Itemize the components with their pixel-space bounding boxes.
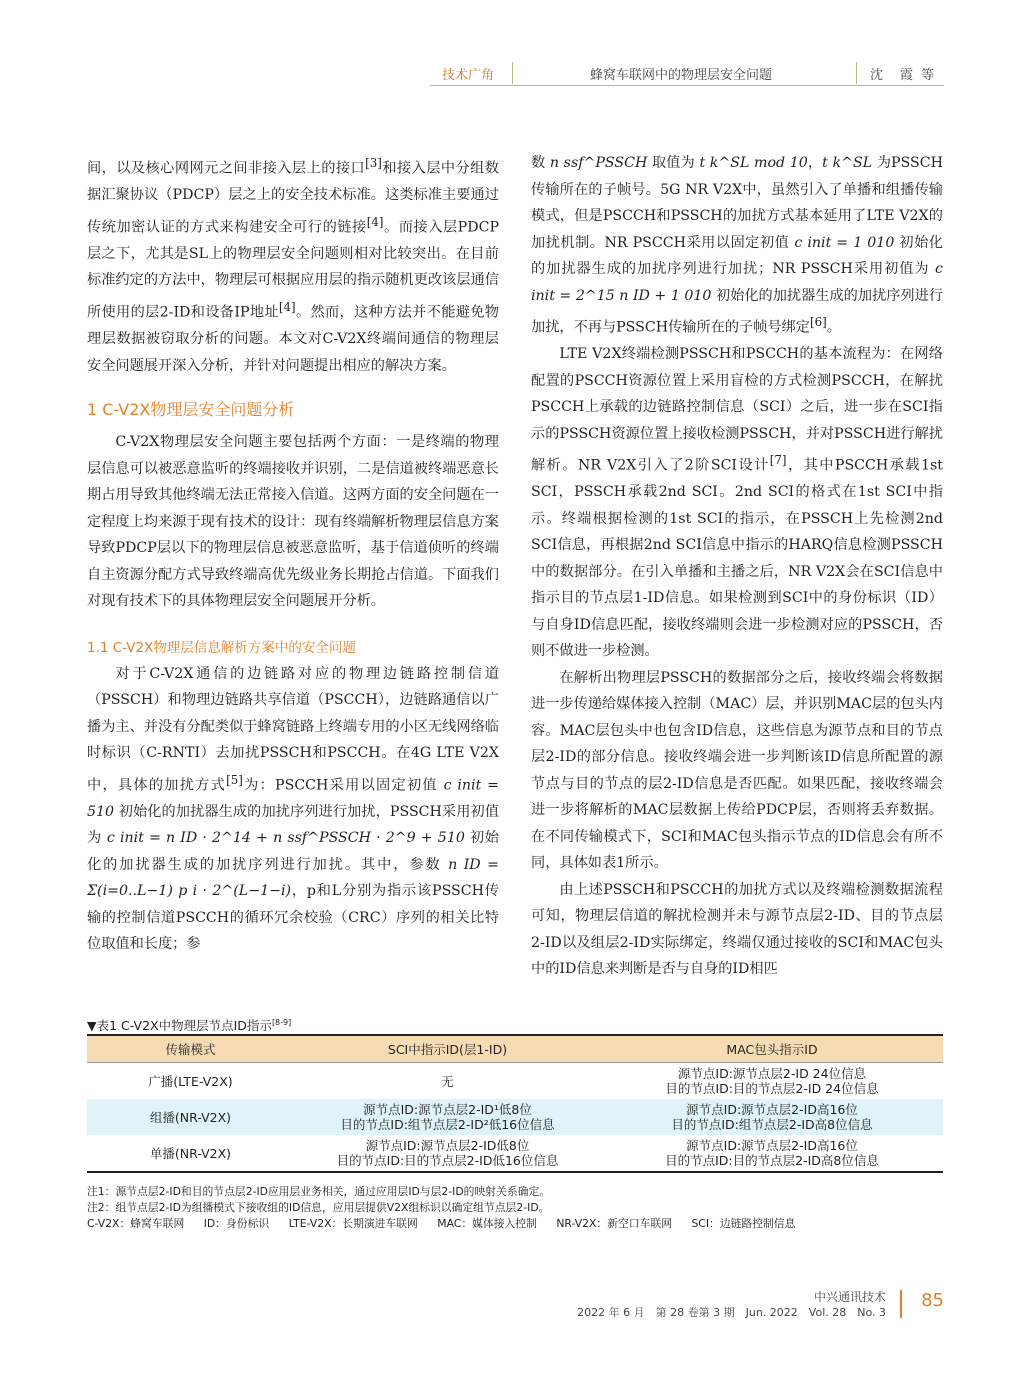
equation: t k^SL [822, 155, 873, 171]
mode-cell: 单播(NR-V2X) [87, 1135, 294, 1172]
equation: c init = 2^15 n ID + 1 010 [531, 261, 943, 304]
summary-paragraph: 由上述PSSCH和PSCCH的加扰方式以及终端检测数据流程可知，物理层信道的解扰检测并未与源节点层2-ID、目的节点层2-ID以及组层2-ID实际绑定，终端仅通过接收的SCI和MAC包头中的ID信息来判断是否与自身的ID相匹 [531, 881, 943, 978]
column-header: MAC包头指示ID [601, 1035, 943, 1063]
mode-cell: 组播(NR-V2X) [87, 1099, 294, 1135]
abbreviation: MAC：媒体接入控制 [437, 1217, 537, 1230]
table-header-row [87, 1035, 943, 1063]
section-heading: 1 C-V2X物理层安全问题分析 [87, 400, 295, 420]
running-header [430, 60, 944, 86]
abbreviation: SCI：边链路控制信息 [691, 1217, 796, 1230]
page-number: 85 [921, 1290, 944, 1311]
header-divider [512, 62, 513, 84]
table-notes [87, 1184, 811, 1232]
issue-info: 2022 年 6 月 第 28 卷第 3 期 Jun. 2022 Vol. 28 No. 3 [577, 1306, 886, 1319]
citation[interactable]: [5] [226, 772, 243, 787]
citation[interactable]: [4] [278, 299, 296, 314]
citation[interactable]: [4] [366, 214, 384, 229]
mac-cell: 源节点ID:源节点层2-ID高16位 目的节点ID:组节点层2-ID高8位信息 [601, 1099, 943, 1135]
subsection-paragraph: 对于C-V2X通信的边链路对应的物理边链路控制信道（PSSCH）和物理边链路共享信道（PSCCH），边链路通信以广播为主、并没有分配类似于蜂窝链路上终端专用的小区无线网络临时标识（C-RNTI）去加扰PSSCH和PSCCH。在4G LTE V2X中，具体的加扰方式[5]为：PSCCH采用以固定初值 c init = 510 初始化的加扰器生成的加扰序列进行加扰，PSSCH采用初值为 c init = n ID · 2^14 + n ssf^PSSCH · 2^9 + 510 初始化的加扰器生成的加扰序列进行加扰。其中，参数 n ID = Σ(i=0..L−1) p i · 2^(L−1−i)，p和L分别为指示该PSSCH传输的控制信道PSCCH的循环冗余校验（CRC）序列的相关比特位取值和长度；参 [87, 665, 500, 953]
node-id-table [87, 1034, 943, 1173]
sci-cell: 源节点ID:源节点层2-ID¹低8位 目的节点ID:组节点层2-ID²低16位信息 [294, 1099, 601, 1135]
citation[interactable]: [3] [365, 156, 382, 170]
flow-paragraph: LTE V2X终端检测PSSCH和PSCCH的基本流程为：在网络配置的PSCCH资源位置上采用盲检的方式检测PSCCH，在解扰PSCCH上承载的边链路控制信息（SCI）之后，进一步在SCI指示的PSSCH资源位置上接收检测PSSCH，并对PSSCH进行解扰解析。NR V2X引入了2阶SCI设计[7]，其中PSCCH承载1st SCI，PSSCH承载2nd SCI。2nd SCI的格式在1st SCI中指示。终端根据检测的1st SCI的指示，在PSSCH上先检测2nd SCI信息，再根据2nd SCI信息中指示的HARQ信息检测PSSCH中的数据部分。在引入单播和主播之后，NR V2X会在SCI信息中指示目的节点层1-ID信息。如果检测到SCI中的身份标识（ID）与自身ID信息匹配，接收终端则会进一步检测对应的PSSCH，否则不做进一步检测。 [531, 346, 943, 660]
abbreviation: LTE-V2X：长期演进车联网 [288, 1217, 418, 1230]
page-footer [560, 1288, 944, 1328]
citation[interactable]: [6] [809, 315, 827, 329]
header-section: 技术广角 [442, 68, 495, 83]
abbreviation: ID：身份标识 [203, 1217, 270, 1230]
equation: n ID = Σ(i=0..L−1) p i · 2^(L−1−i) [87, 856, 499, 900]
sci-cell: 无 [441, 1073, 454, 1089]
header-authors: 沈 霞 等 [870, 68, 937, 83]
column-header: 传输模式 [87, 1035, 294, 1063]
mac-cell: 源节点ID:源节点层2-ID 24位信息 目的节点ID:目的节点层2-ID 24位信息 [665, 1066, 879, 1096]
sci-cell: 源节点ID:源节点层2-ID低8位 目的节点ID:目的节点层2-ID低16位信息 [294, 1135, 601, 1172]
column-header: SCI中指示ID(层1-ID) [294, 1035, 601, 1063]
table-row [87, 1063, 943, 1100]
continued-paragraph: 数 n ssf^PSSCH 取值为 t k^SL mod 10，t k^SL 为PSSCH传输所在的子帧号。5G NR V2X中，虽然引入了单播和组播传输模式，但是PSCCH和PSSCH的加扰方式基本延用了LTE V2X的加扰机制。NR PSCCH采用以固定初值 c init = 1 010 初始化的加扰器生成的加扰序列进行加扰；NR PSSCH采用初值为 c init = 2^15 n ID + 1 010 初始化的加扰器生成的加扰序列进行加扰，不再与PSSCH传输所在的子帧号绑定[6]。 [531, 155, 944, 336]
footer-divider [900, 1290, 902, 1318]
subsection-heading: 1.1 C-V2X物理层信息解析方案中的安全问题 [87, 639, 356, 656]
left-column [87, 150, 499, 958]
equation: c init = 1 010 [794, 234, 895, 251]
section-paragraph: C-V2X物理层安全问题主要包括两个方面：一是终端的物理层信息可以被恶意监听的终端接收并识别，二是信道被终端恶意长期占用导致其他终端无法正常接入信道。这两方面的安全问题在一定程度上均来源于现有技术的设计：现有终端解析物理层信息方案导致PDCP层以下的物理层信息被恶意监听，基于信道侦听的终端自主资源分配方式导致终端高优先级业务长期抢占信道。下面我们对现有技术下的具体物理层安全问题展开分析。 [87, 434, 499, 610]
equation: c init = 510 [87, 777, 499, 820]
citation[interactable]: [8-9] [271, 1017, 292, 1027]
citation[interactable]: [7] [769, 453, 787, 468]
right-column [531, 150, 943, 983]
abbreviation: C-V2X：蜂窝车联网 [87, 1217, 185, 1230]
abbreviation: NR-V2X：新空口车联网 [556, 1217, 672, 1230]
intro-paragraph: 间，以及核心网网元之间非接入层上的接口[3]和接入层中分组数据汇聚协议（PDCP）层之上的安全技术标准。这类标准主要通过传统加密认证的方式来构建安全可行的链接[4]。而接入层PDCP层之下，尤其是SL上的物理层安全问题则相对比较突出。在目前标准约定的方法中，物理层可根据应用层的指示随机更改该层通信所使用的层2-ID和设备IP地址[4]。然而，这种方法并不能避免物理层数据被窃取分析的问题。本文对C-V2X终端间通信的物理层安全问题展开深入分析，并针对问题提出相应的解决方案。 [87, 156, 499, 374]
table-row [87, 1135, 943, 1172]
header-rule [430, 85, 944, 86]
magazine-name: 中兴通讯技术 [813, 1290, 886, 1304]
header-title: 蜂窝车联网中的物理层安全问题 [590, 68, 773, 83]
table-note: 注1：源节点层2-ID和目的节点层2-ID应用层业务相关，通过应用层ID与层2-ID的映射关系确定。 [87, 1185, 551, 1198]
table-row [87, 1099, 943, 1135]
header-divider [856, 62, 857, 84]
table-note: 注2：组节点层2-ID为组播模式下接收组的ID信息，应用层提供V2X组标识以确定组节点层2-ID。 [87, 1201, 550, 1214]
equation: c init = n ID · 2^14 + n ssf^PSSCH · 2^9 + 510 [106, 830, 465, 847]
mac-paragraph: 在解析出物理层PSSCH的数据部分之后，接收终端会将数据进一步传递给媒体接入控制（MAC）层，并识别MAC层的包头内容。MAC层包头中也包含ID信息，这些信息为源节点和目的节点层2-ID的部分信息。接收终端会进一步判断该ID信息所配置的源节点与目的节点的层2-ID信息是否匹配。如果匹配，接收终端会进一步将解析的MAC层数据上传给PDCP层，否则将丢弃数据。在不同传输模式下，SCI和MAC包头指示节点的ID信息会有所不同，具体如表1所示。 [531, 669, 943, 872]
equation: n ssf^PSSCH [549, 155, 648, 171]
mode-cell: 广播(LTE-V2X) [148, 1073, 233, 1089]
table-caption: ▼表1 C-V2X中物理层节点ID指示[8-9] [87, 1017, 292, 1033]
mac-cell: 源节点ID:源节点层2-ID高16位 目的节点ID:目的节点层2-ID高8位信息 [601, 1135, 943, 1172]
equation: t k^SL mod 10 [699, 155, 808, 171]
abbreviation-list [87, 1216, 811, 1232]
